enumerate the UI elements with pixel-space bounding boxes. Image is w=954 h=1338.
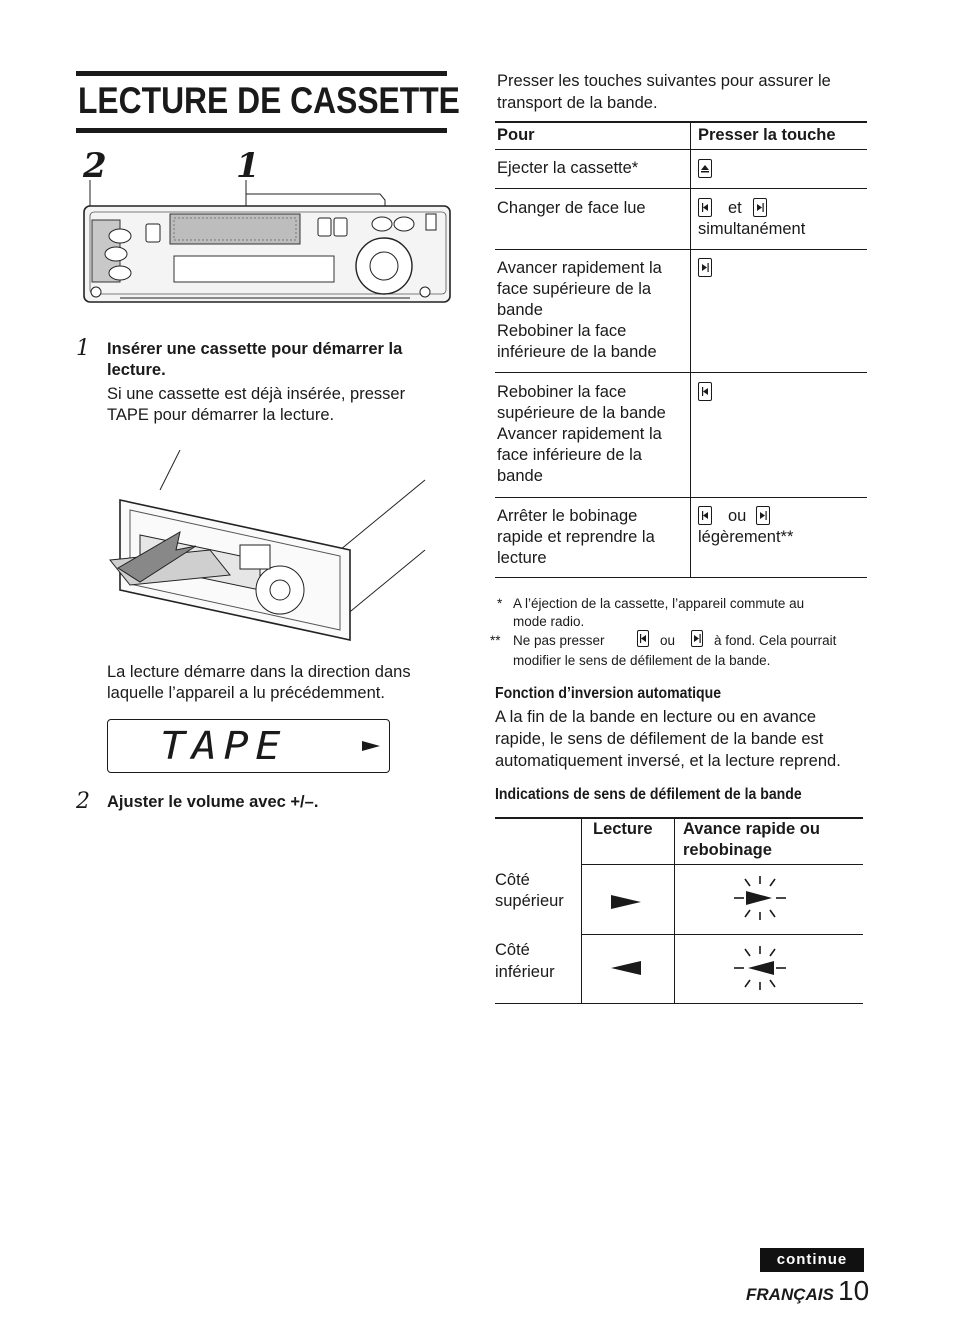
- rewind-key-icon: [698, 382, 712, 401]
- direction-text-line1: La lecture démarre dans la direction dans: [107, 663, 411, 681]
- play-indicator-icon: [362, 740, 380, 752]
- footnote-1-marker: *: [497, 596, 503, 611]
- table-row-rule: [495, 249, 867, 250]
- forward-key-icon: [756, 506, 770, 525]
- row-ff-upper-line1: Avancer rapidement la: [497, 259, 662, 277]
- indications-header-rule: [582, 864, 863, 865]
- rewind-key-icon: [637, 630, 649, 648]
- language-label: FRANÇAIS: [746, 1285, 834, 1304]
- step-1-body-line2: TAPE pour démarrer la lecture.: [107, 406, 335, 424]
- row-stop-legerement: légèrement**: [698, 528, 794, 546]
- table-row-rule: [495, 497, 867, 498]
- row-change-side-label: Changer de face lue: [497, 199, 646, 217]
- section-auto-reverse-line2: rapide, le sens de défilement de la bande est: [495, 730, 824, 748]
- rewind-key-icon: [698, 506, 712, 525]
- row-stop-line3: lecture: [497, 549, 547, 567]
- row-rew-upper-line1: Rebobiner la face: [497, 383, 627, 401]
- title-rule-top: [76, 71, 447, 76]
- row-lower-side-line1: Côté: [495, 941, 530, 959]
- row-ff-upper-line5: inférieure de la bande: [497, 343, 657, 361]
- step-1-body-line1: Si une cassette est déjà insérée, presser: [107, 385, 406, 403]
- forward-key-icon: [691, 630, 703, 648]
- title-rule-bottom: [76, 128, 447, 133]
- footnote-2-line2: modifier le sens de défilement de la bande.: [513, 653, 771, 668]
- direction-text-line2: laquelle l’appareil a lu précédemment.: [107, 684, 385, 702]
- footnote-2-pre: Ne pas presser: [513, 633, 605, 648]
- row-stop-line1: Arrêter le bobinage: [497, 507, 638, 525]
- indications-row-rule: [582, 934, 863, 935]
- row-ff-upper-line4: Rebobiner la face: [497, 322, 627, 340]
- indications-header-avance-line2: rebobinage: [683, 841, 772, 859]
- table-row-rule: [495, 188, 867, 189]
- row-stop-ou: ou: [728, 507, 747, 525]
- row-rew-upper-line4: face inférieure de la: [497, 446, 642, 464]
- row-ff-upper-line3: bande: [497, 301, 543, 319]
- row-change-side-et: et: [728, 199, 742, 217]
- row-rew-upper-line5: bande: [497, 467, 543, 485]
- row-eject-label: Ejecter la cassette*: [497, 159, 639, 177]
- row-ff-upper-line2: face supérieure de la: [497, 280, 652, 298]
- play-forward-icon: [611, 894, 641, 910]
- row-change-side-simultanement: simultanément: [698, 220, 806, 238]
- footnote-1-line2: mode radio.: [513, 614, 585, 629]
- step-2-text: Ajuster le volume avec +/–.: [107, 793, 319, 811]
- tape-display-text: TAPE: [160, 724, 288, 768]
- table-column-divider: [690, 121, 691, 578]
- section-indications-heading: Indications de sens de défilement de la bande: [495, 786, 802, 803]
- row-rew-upper-line2: supérieure de la bande: [497, 404, 666, 422]
- table-bottom-rule: [495, 577, 867, 578]
- page-number: 10: [838, 1275, 870, 1306]
- rewind-key-icon: [698, 198, 712, 217]
- indications-divider-2: [674, 817, 675, 1003]
- figure-label-1: 1: [236, 146, 260, 186]
- section-auto-reverse-line3: automatiquement inversé, et la lecture reprend.: [495, 752, 841, 770]
- footnote-1-line1: A l’éjection de la cassette, l’appareil commute au: [513, 596, 805, 611]
- intro-line2: transport de la bande.: [497, 94, 658, 112]
- indications-header-avance-line1: Avance rapide ou: [683, 820, 820, 838]
- forward-key-icon: [698, 258, 712, 277]
- blinking-forward-icon: [730, 868, 790, 928]
- table-row-rule: [495, 372, 867, 373]
- row-lower-side-line2: inférieur: [495, 963, 555, 981]
- row-stop-line2: rapide et reprendre la: [497, 528, 655, 546]
- forward-key-icon: [753, 198, 767, 217]
- footnote-2-mid: ou: [660, 633, 676, 648]
- figure-label-2: 2: [83, 146, 107, 186]
- table-header-pour: Pour: [497, 126, 535, 144]
- footnote-2-post: à fond. Cela pourrait: [714, 633, 837, 648]
- intro-line1: Presser les touches suivantes pour assurer le: [497, 72, 831, 90]
- stereo-panel-illustration: [80, 180, 452, 310]
- eject-key-icon: [698, 159, 712, 178]
- table-header-touche: Presser la touche: [698, 126, 836, 144]
- footnote-2-marker: **: [490, 633, 501, 648]
- section-auto-reverse-heading: Fonction d’inversion automatique: [495, 685, 722, 702]
- table-top-rule: [495, 121, 867, 123]
- indications-divider-1: [581, 817, 582, 1003]
- row-rew-upper-line3: Avancer rapidement la: [497, 425, 662, 443]
- step-1-number: 1: [76, 336, 90, 361]
- row-upper-side-line2: supérieur: [495, 892, 564, 910]
- indications-header-lecture: Lecture: [593, 820, 653, 838]
- tape-display: [107, 719, 390, 773]
- blinking-reverse-icon: [730, 938, 790, 998]
- section-auto-reverse-line1: A la fin de la bande en lecture ou en avance: [495, 708, 817, 726]
- continue-badge: continue: [760, 1248, 864, 1272]
- step-1-heading-line1: Insérer une cassette pour démarrer la: [107, 340, 403, 358]
- page-title: LECTURE DE CASSETTE: [78, 80, 460, 121]
- step-1-heading-line2: lecture.: [107, 361, 166, 379]
- cassette-insertion-illustration: [100, 450, 440, 650]
- play-reverse-icon: [611, 960, 641, 976]
- row-upper-side-line1: Côté: [495, 871, 530, 889]
- step-2-number: 2: [76, 789, 90, 814]
- table-header-rule: [495, 149, 867, 150]
- indications-bottom-rule: [495, 1003, 863, 1004]
